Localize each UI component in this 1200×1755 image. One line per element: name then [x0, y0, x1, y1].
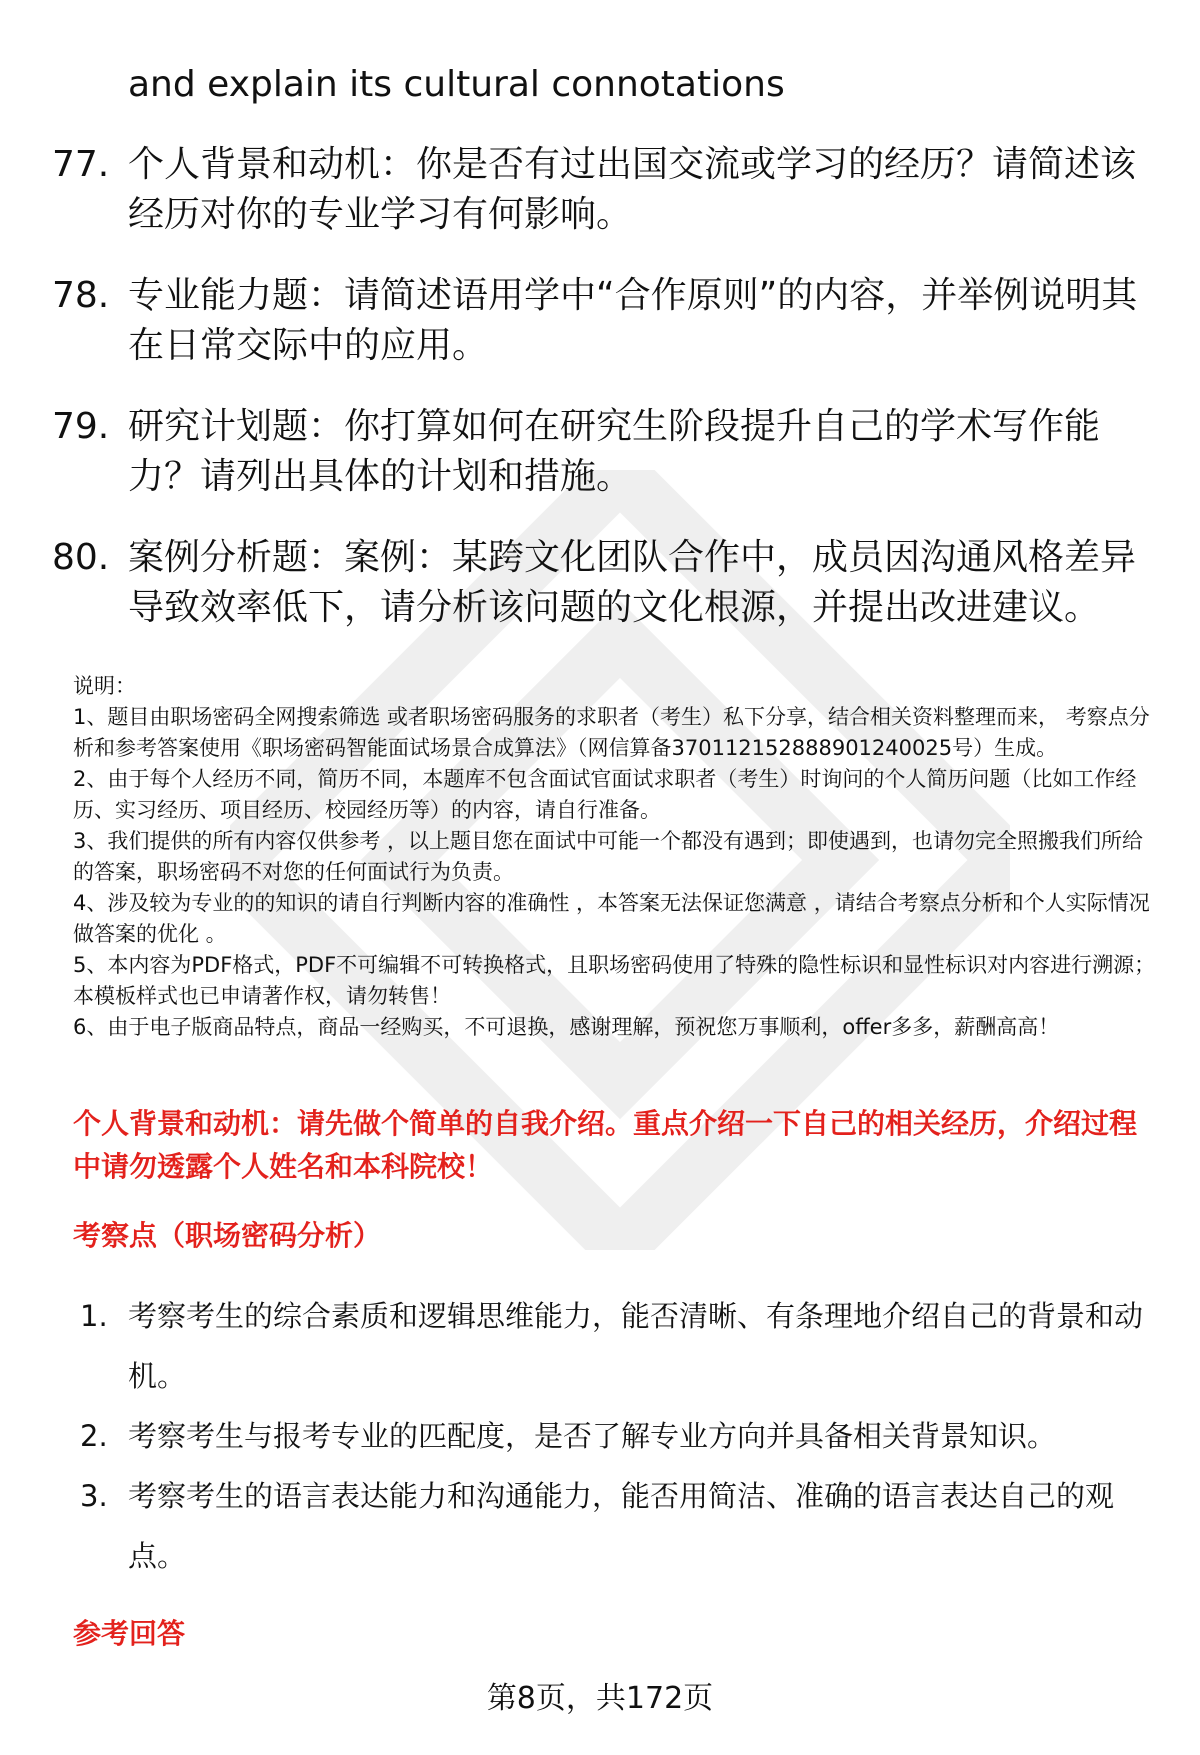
question-text: 个人背景和动机：你是否有过出国交流或学习的经历？请简述该经历对你的专业学习有何影响。 [128, 144, 1137, 235]
analysis-heading: 考察点（职场密码分析） [73, 1219, 382, 1252]
question-text: 案例分析题：案例：某跨文化团队合作中，成员因沟通风格差异导致效率低下，请分析该问题的文化根源，并提出改进建议。 [128, 537, 1137, 628]
analysis-point [80, 1286, 1160, 1406]
question-text: 研究计划题：你打算如何在研究生阶段提升自己的学术写作能力？请列出具体的计划和措施。 [128, 406, 1101, 497]
point-number: 2. [80, 1419, 108, 1453]
question-item [52, 533, 1152, 633]
current-question-heading: 个人背景和动机：请先做个简单的自我介绍。重点介绍一下自己的相关经历，介绍过程中请勿透露个人姓名和本科院校！ [73, 1107, 1138, 1183]
analysis-point [80, 1466, 1160, 1586]
point-text: 考察考生的语言表达能力和沟通能力，能否用简洁、准确的语言表达自己的观点。 [128, 1479, 1115, 1573]
continued-question-text: and explain its cultural connotations [128, 64, 785, 105]
point-number: 3. [80, 1479, 108, 1513]
point-number: 1. [80, 1299, 108, 1333]
question-text: 专业能力题：请简述语用学中“合作原则”的内容，并举例说明其在日常交际中的应用。 [128, 275, 1138, 366]
question-number: 78. [52, 275, 110, 316]
point-text: 考察考生与报考专业的匹配度，是否了解专业方向并具备相关背景知识。 [128, 1419, 1057, 1453]
disclaimer-notes [73, 671, 1163, 1043]
note-item: 3、我们提供的所有内容仅供参考 ，以上题目您在面试中可能一个都没有遇到；即使遇到，也请勿完全照搬我们所给的答案，职场密码不对您的任何面试行为负责。 [73, 829, 1144, 884]
note-item: 1、题目由职场密码全网搜索筛选 或者职场密码服务的求职者（考生）私下分享，结合相关资料整理而来， 考察点分析和参考答案使用《职场密码智能面试场景合成算法》（网信算备370112152888901240025号）生成。 [73, 705, 1150, 760]
reference-answer-heading: 参考回答 [73, 1617, 186, 1650]
analysis-point [80, 1406, 1160, 1466]
question-item [52, 402, 1152, 502]
note-item: 2、由于每个人经历不同，简历不同，本题库不包含面试官面试求职者（考生）时询问的个人简历问题（比如工作经历、实习经历、项目经历、校园经历等）的内容，请自行准备。 [73, 767, 1137, 822]
analysis-points [80, 1286, 1160, 1586]
note-item: 5、本内容为PDF格式，PDF不可编辑不可转换格式，且职场密码使用了特殊的隐性标识和显性标识对内容进行溯源；本模板样式也已申请著作权，请勿转售！ [73, 953, 1156, 1008]
note-item: 6、由于电子版商品特点，商品一经购买，不可退换，感谢理解，预祝您万事顺利，offer多多，薪酬高高！ [73, 1015, 1060, 1039]
question-item [52, 271, 1152, 371]
question-number: 77. [52, 144, 110, 185]
question-list [52, 140, 1152, 664]
page-number-footer: 第8页，共172页 [486, 1681, 714, 1716]
question-number: 80. [52, 537, 110, 578]
point-text: 考察考生的综合素质和逻辑思维能力，能否清晰、有条理地介绍自己的背景和动机。 [128, 1299, 1144, 1393]
question-number: 79. [52, 406, 110, 447]
notes-title: 说明： [73, 674, 136, 698]
note-item: 4、涉及较为专业的的知识的请自行判断内容的准确性 ，本答案无法保证您满意 ，请结合考察点分析和个人实际情况做答案的优化 。 [73, 891, 1150, 946]
question-item [52, 140, 1152, 240]
